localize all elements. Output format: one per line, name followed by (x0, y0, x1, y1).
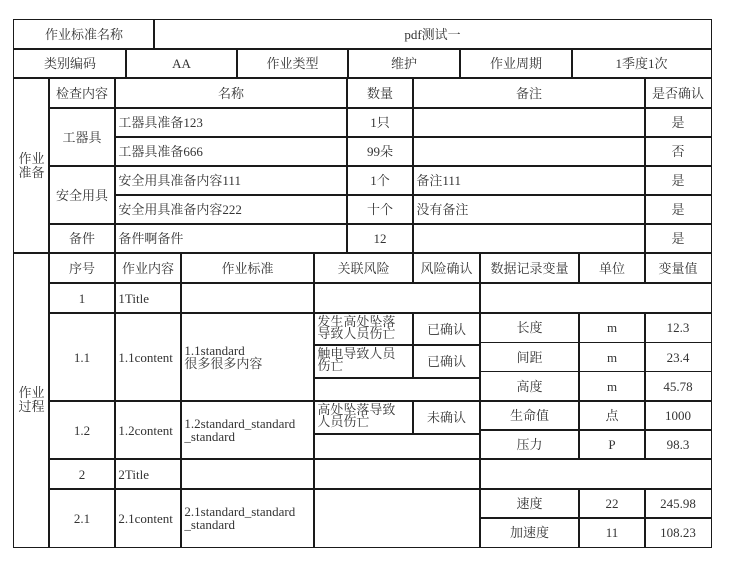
process-col-header: 序号 (48, 252, 115, 283)
prep-item-name: 工器具准备123 (114, 107, 347, 137)
prep-group-label: 备件 (48, 223, 115, 253)
process-data-unit: m (578, 342, 645, 373)
type-value: 维护 (347, 48, 460, 78)
prep-col-header: 名称 (114, 77, 347, 108)
name-label: 作业标准名称 (13, 19, 154, 49)
process-seq: 1.1 (48, 312, 115, 401)
process-data-value: 12.3 (644, 312, 711, 343)
prep-item-name: 安全用具准备内容111 (114, 165, 347, 195)
name-value: pdf测试一 (153, 19, 711, 49)
process-content: 1Title (114, 282, 181, 313)
process-data-value: 98.3 (644, 429, 711, 459)
type-label: 作业类型 (236, 48, 348, 78)
prep-item-confirm: 是 (644, 223, 711, 253)
prep-item-name: 安全用具准备内容222 (114, 194, 347, 224)
process-data-unit: P (578, 429, 645, 459)
process-data-value: 1000 (644, 400, 711, 430)
process-risk: 高处坠落导致 人员伤亡 (313, 400, 413, 434)
process-col-header: 单位 (578, 252, 645, 283)
process-col-header: 关联风险 (313, 252, 413, 283)
process-seq: 1 (48, 282, 115, 313)
prep-group-label: 安全用具 (48, 165, 115, 224)
prep-item-remark (412, 136, 645, 166)
prep-item-confirm: 否 (644, 136, 711, 166)
prep-item-remark: 没有备注 (412, 194, 645, 224)
process-col-header: 数据记录变量 (479, 252, 579, 283)
process-data-unit: m (578, 371, 645, 402)
process-data-value: 23.4 (644, 342, 711, 373)
prep-item-name: 备件啊备件 (114, 223, 347, 253)
prep-item-qty: 1只 (346, 107, 413, 137)
process-standard: 2.1standard_standard _standard (180, 488, 314, 547)
process-data-value: 108.23 (644, 517, 711, 547)
process-seq: 2 (48, 458, 115, 489)
prep-col-header: 是否确认 (644, 77, 711, 108)
process-data-var: 高度 (479, 371, 579, 402)
process-risk-confirm: 已确认 (412, 344, 480, 378)
prep-item-confirm: 是 (644, 165, 711, 195)
process-standard: 1.1standard 很多很多内容 (180, 312, 314, 401)
prep-item-remark (412, 107, 645, 137)
process-content: 1.1content (114, 312, 181, 401)
process-data-var: 加速度 (479, 517, 579, 547)
process-risk-confirm: 已确认 (412, 312, 480, 345)
process-col-header: 作业内容 (114, 252, 181, 283)
prep-item-confirm: 是 (644, 194, 711, 224)
prep-item-confirm: 是 (644, 107, 711, 137)
prep-item-qty: 十个 (346, 194, 413, 224)
process-data-value: 245.98 (644, 488, 711, 518)
process-risk-empty (313, 282, 480, 313)
process-data-empty (479, 458, 711, 489)
period-label: 作业周期 (459, 48, 572, 78)
process-data-var: 长度 (479, 312, 579, 343)
prep-item-name: 工器具准备666 (114, 136, 347, 166)
prep-group-label: 工器具 (48, 107, 115, 166)
process-risk-empty (313, 433, 480, 459)
process-risk-empty (313, 488, 480, 547)
prep-item-remark: 备注111 (412, 165, 645, 195)
process-seq: 2.1 (48, 488, 115, 547)
prep-col-header: 备注 (412, 77, 645, 108)
process-col-header: 风险确认 (412, 252, 480, 283)
process-risk-empty (313, 377, 480, 401)
prep-section-label: 作业 准备 (13, 77, 49, 253)
prep-col-header: 检查内容 (48, 77, 115, 108)
process-data-empty (479, 282, 711, 313)
prep-col-header: 数量 (346, 77, 413, 108)
process-risk: 发生高处坠落 导致人员伤亡 (313, 312, 413, 345)
process-standard (180, 282, 314, 313)
process-data-unit: 11 (578, 517, 645, 547)
process-data-var: 压力 (479, 429, 579, 459)
process-standard: 1.2standard_standard _standard (180, 400, 314, 459)
process-data-var: 间距 (479, 342, 579, 373)
process-content: 2.1content (114, 488, 181, 547)
process-col-header: 作业标准 (180, 252, 314, 283)
process-content: 2Title (114, 458, 181, 489)
process-section-label: 作业 过程 (13, 252, 49, 547)
prep-item-qty: 12 (346, 223, 413, 253)
process-col-header: 变量值 (644, 252, 711, 283)
process-data-unit: m (578, 312, 645, 343)
process-standard (180, 458, 314, 489)
process-seq: 1.2 (48, 400, 115, 459)
prep-item-qty: 1个 (346, 165, 413, 195)
prep-item-qty: 99朵 (346, 136, 413, 166)
category-label: 类别编码 (13, 48, 126, 78)
process-content: 1.2content (114, 400, 181, 459)
prep-item-remark (412, 223, 645, 253)
process-data-value: 45.78 (644, 371, 711, 402)
process-data-unit: 22 (578, 488, 645, 518)
process-data-var: 生命值 (479, 400, 579, 430)
period-value: 1季度1次 (571, 48, 711, 78)
process-data-var: 速度 (479, 488, 579, 518)
process-data-unit: 点 (578, 400, 645, 430)
process-risk-confirm: 未确认 (412, 400, 480, 434)
process-risk: 触电导致人员 伤亡 (313, 344, 413, 378)
process-risk-empty (313, 458, 480, 489)
category-value: AA (125, 48, 237, 78)
